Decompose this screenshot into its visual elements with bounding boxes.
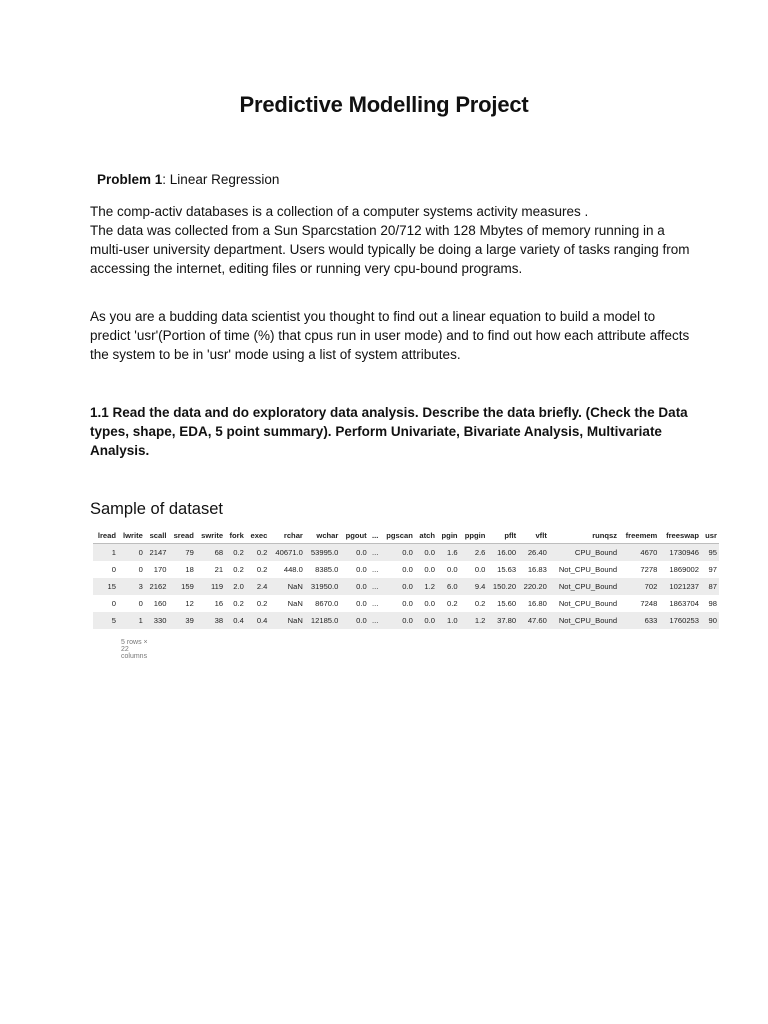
table-cell: 0 [93, 595, 118, 612]
table-cell: 0.0 [340, 578, 368, 595]
table-cell: 40671.0 [269, 544, 304, 562]
table-cell: 0.2 [460, 595, 488, 612]
table-body [93, 544, 719, 630]
objective-paragraph: As you are a budding data scientist you thought to find out a linear equation to build a model to predict 'usr'(Portion of time (%) that cpus run in user mode) and to find out how each attribute affects the system to be in 'usr' mode using a list of system attributes. [90, 309, 690, 362]
column-header: runqsz [549, 527, 619, 544]
column-header: vflt [518, 527, 549, 544]
table-row [93, 561, 719, 578]
table-cell: 90 [701, 612, 719, 629]
dataset-table-container [93, 527, 719, 629]
table-cell: 1760253 [659, 612, 701, 629]
table-cell: 0.0 [380, 544, 415, 562]
table-cell: 7278 [619, 561, 659, 578]
table-cell: 330 [145, 612, 169, 629]
table-cell: 0 [118, 561, 145, 578]
table-cell: 4670 [619, 544, 659, 562]
table-cell: ... [369, 578, 381, 595]
table-cell: 0.2 [246, 595, 270, 612]
table-cell: 170 [145, 561, 169, 578]
table-cell: 702 [619, 578, 659, 595]
table-cell: 16 [196, 595, 225, 612]
table-cell: 12 [168, 595, 195, 612]
table-cell: 8385.0 [305, 561, 340, 578]
table-cell: 0.0 [380, 612, 415, 629]
table-cell: 160 [145, 595, 169, 612]
column-header: pgout [340, 527, 368, 544]
table-header-row [93, 527, 719, 544]
column-header: ... [369, 527, 381, 544]
table-cell: 1730946 [659, 544, 701, 562]
table-cell: 0.0 [340, 544, 368, 562]
page-title: Predictive Modelling Project [239, 92, 529, 117]
table-cell: 159 [168, 578, 195, 595]
column-header: scall [145, 527, 169, 544]
table-cell: 15.63 [487, 561, 518, 578]
table-row [93, 595, 719, 612]
column-header: wchar [305, 527, 340, 544]
table-cell: 1869002 [659, 561, 701, 578]
table-cell: 1.0 [437, 612, 460, 629]
table-cell: NaN [269, 578, 304, 595]
problem-label: Problem 1 [97, 172, 163, 187]
problem-topic: Linear Regression [166, 172, 280, 187]
table-cell: 448.0 [269, 561, 304, 578]
table-cell: 68 [196, 544, 225, 562]
table-cell: 16.80 [518, 595, 549, 612]
column-header: pgin [437, 527, 460, 544]
table-cell: 16.83 [518, 561, 549, 578]
problem-heading [97, 172, 279, 187]
table-cell: 9.4 [460, 578, 488, 595]
table-row [93, 544, 719, 562]
column-header: lread [93, 527, 118, 544]
table-cell: 0.0 [415, 544, 437, 562]
table-cell: 6.0 [437, 578, 460, 595]
table-cell: 150.20 [487, 578, 518, 595]
truncated-caption: 5 rows × 22 columns [121, 639, 148, 660]
table-cell: 0.0 [380, 595, 415, 612]
column-header: freemem [619, 527, 659, 544]
table-cell: 97 [701, 561, 719, 578]
table-cell: Not_CPU_Bound [549, 612, 619, 629]
table-cell: ... [369, 595, 381, 612]
table-cell: 1 [118, 612, 145, 629]
table-cell: 2.6 [460, 544, 488, 562]
column-header: ppgin [460, 527, 488, 544]
table-cell: NaN [269, 612, 304, 629]
table-cell: 0.2 [246, 561, 270, 578]
table-cell: 2162 [145, 578, 169, 595]
column-header: usr [701, 527, 719, 544]
table-cell: 0.2 [437, 595, 460, 612]
table-cell: 98 [701, 595, 719, 612]
table-row [93, 612, 719, 629]
table-cell: 3 [118, 578, 145, 595]
table-cell: 0.0 [415, 595, 437, 612]
table-cell: 0 [93, 561, 118, 578]
table-cell: 26.40 [518, 544, 549, 562]
table-cell: 37.80 [487, 612, 518, 629]
table-cell: 0.4 [225, 612, 246, 629]
table-cell: 21 [196, 561, 225, 578]
table-row [93, 578, 719, 595]
table-cell: Not_CPU_Bound [549, 561, 619, 578]
table-cell: 1.2 [460, 612, 488, 629]
table-cell: CPU_Bound [549, 544, 619, 562]
table-cell: 220.20 [518, 578, 549, 595]
table-cell: ... [369, 612, 381, 629]
table-cell: 2147 [145, 544, 169, 562]
column-header: freeswap [659, 527, 701, 544]
table-cell: 0 [118, 544, 145, 562]
column-header: sread [168, 527, 195, 544]
table-cell: 0.4 [246, 612, 270, 629]
column-header: exec [246, 527, 270, 544]
table-cell: 0.0 [340, 612, 368, 629]
table-cell: 47.60 [518, 612, 549, 629]
table-cell: 0.0 [380, 578, 415, 595]
table-cell: 31950.0 [305, 578, 340, 595]
table-cell: 0.0 [415, 561, 437, 578]
column-header: swrite [196, 527, 225, 544]
table-cell: Not_CPU_Bound [549, 578, 619, 595]
table-cell: ... [369, 544, 381, 562]
column-header: atch [415, 527, 437, 544]
table-cell: 16.00 [487, 544, 518, 562]
table-cell: 0.0 [340, 595, 368, 612]
table-cell: 39 [168, 612, 195, 629]
column-header: pgscan [380, 527, 415, 544]
table-cell: 87 [701, 578, 719, 595]
table-cell: 5 [93, 612, 118, 629]
table-cell: 1021237 [659, 578, 701, 595]
table-cell: 633 [619, 612, 659, 629]
table-cell: 0.2 [246, 544, 270, 562]
table-cell: 1 [93, 544, 118, 562]
question-1-1: 1.1 Read the data and do exploratory data analysis. Describe the data briefly. (Check the Data types, shape, EDA, 5 point summary). Perform Univariate, Bivariate Analysis, Multivariate Analysis. [90, 405, 688, 458]
column-header: rchar [269, 527, 304, 544]
table-cell: 2.4 [246, 578, 270, 595]
table-cell: 18 [168, 561, 195, 578]
table-cell: 1.2 [415, 578, 437, 595]
table-cell: 7248 [619, 595, 659, 612]
table-cell: 0.0 [460, 561, 488, 578]
table-cell: 119 [196, 578, 225, 595]
table-cell: 15.60 [487, 595, 518, 612]
table-cell: ... [369, 561, 381, 578]
table-cell: 0.0 [437, 561, 460, 578]
column-header: lwrite [118, 527, 145, 544]
table-cell: 0.0 [415, 612, 437, 629]
table-cell: 0.0 [340, 561, 368, 578]
intro-paragraph: The comp-activ databases is a collection of a computer systems activity measures . The data was collected from a Sun Sparcstation 20/712 with 128 Mbytes of memory running in a multi-user university department. Users would typically be doing a large variety of tasks ranging from accessing the internet, editing files or running very cpu-bound programs. [90, 204, 690, 276]
column-header: fork [225, 527, 246, 544]
table-cell: 12185.0 [305, 612, 340, 629]
table-cell: 8670.0 [305, 595, 340, 612]
table-cell: 79 [168, 544, 195, 562]
dataset-heading: Sample of dataset [90, 500, 223, 518]
table-cell: 0 [118, 595, 145, 612]
table-cell: 0.0 [380, 561, 415, 578]
table-cell: 95 [701, 544, 719, 562]
table-cell: 15 [93, 578, 118, 595]
table-cell: 53995.0 [305, 544, 340, 562]
table-cell: 1863704 [659, 595, 701, 612]
table-cell: Not_CPU_Bound [549, 595, 619, 612]
table-cell: 0.2 [225, 544, 246, 562]
table-cell: 0.2 [225, 561, 246, 578]
table-cell: 1.6 [437, 544, 460, 562]
dataset-table [93, 527, 719, 629]
table-cell: 0.2 [225, 595, 246, 612]
table-cell: 2.0 [225, 578, 246, 595]
table-cell: 38 [196, 612, 225, 629]
column-header: pflt [487, 527, 518, 544]
problem-colon: : [162, 172, 167, 187]
table-cell: NaN [269, 595, 304, 612]
